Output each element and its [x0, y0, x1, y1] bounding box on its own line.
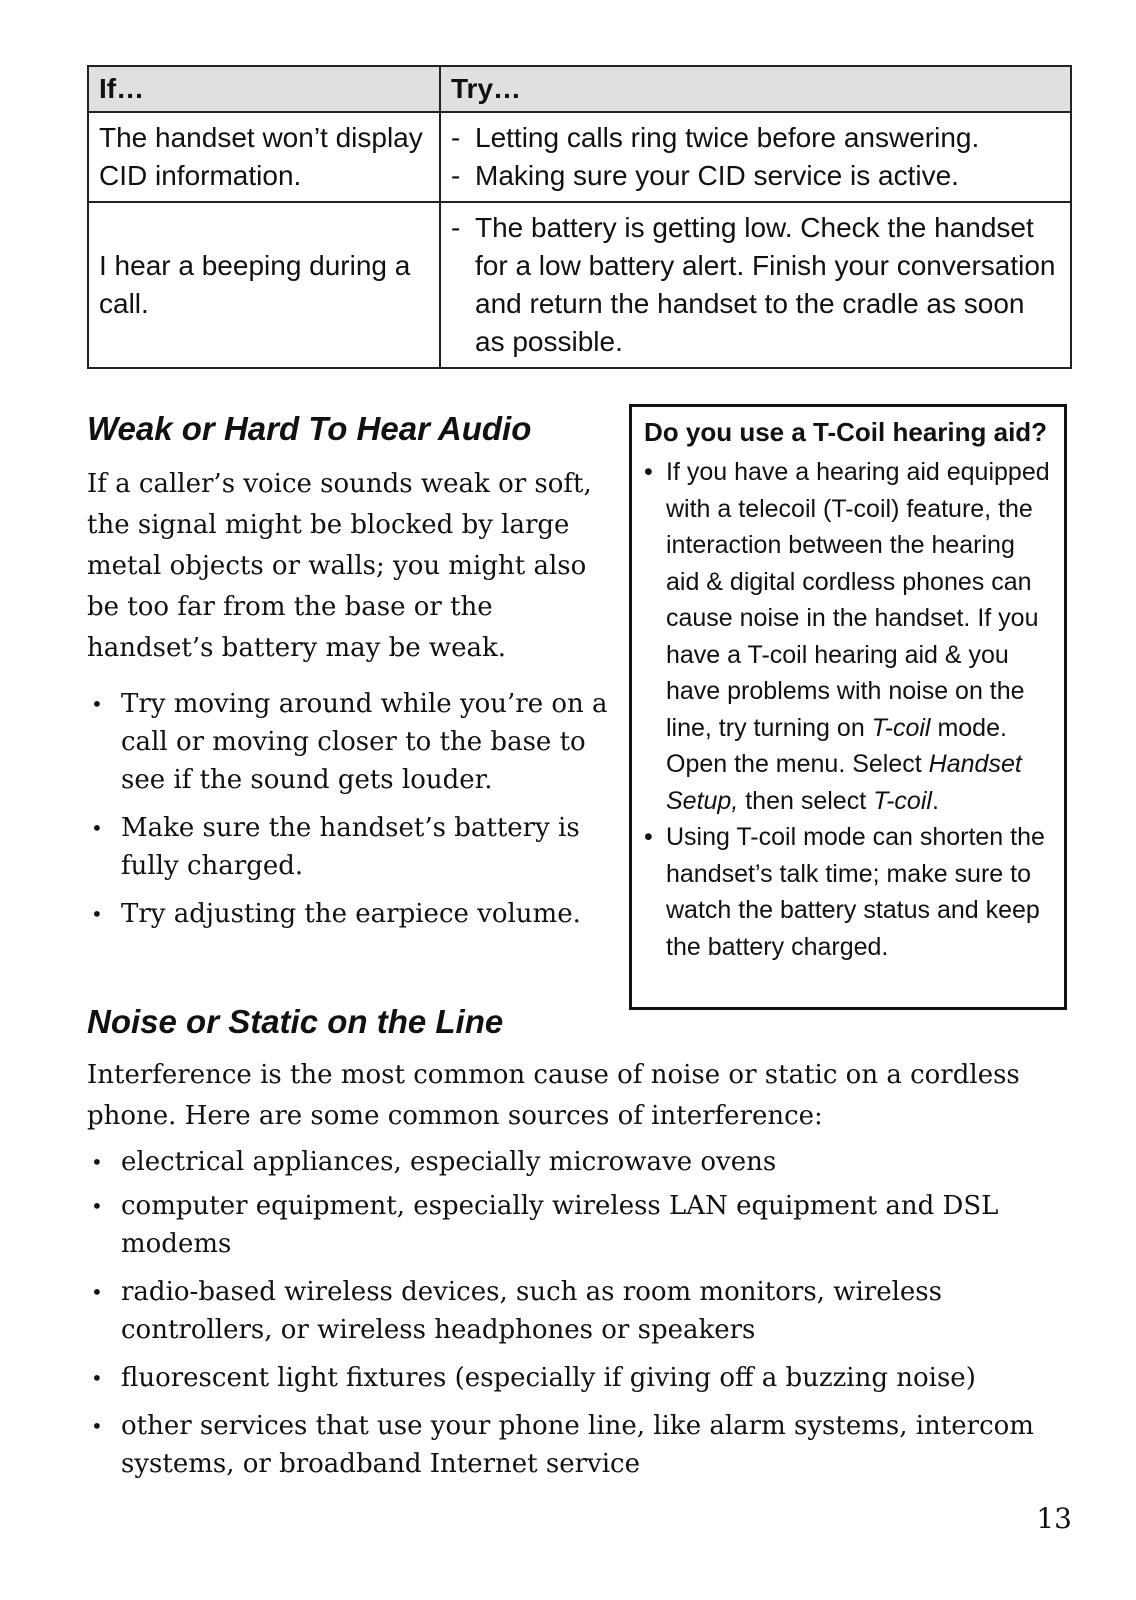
- if-column-header: If…: [88, 66, 440, 112]
- try-cell: [440, 202, 1071, 368]
- page-number: 13: [1036, 1502, 1072, 1535]
- table-row: [88, 112, 1071, 202]
- tcoil-bullets: [644, 454, 1052, 965]
- try-item: - Making sure your CID service is active.: [451, 157, 1060, 195]
- tcoil-bullet-text: then select: [745, 786, 867, 815]
- list-item: • Make sure the handset’s battery is fully charged.: [87, 809, 615, 885]
- period: .: [931, 786, 939, 815]
- weak-audio-intro: If a caller’s voice sounds weak or soft, the signal might be blocked by large metal objects or walls; you might also be too far from the base or the handset’s battery may be weak.: [87, 469, 592, 663]
- try-cell: [440, 112, 1071, 202]
- list-item: • radio-based wireless devices, such as room monitors, wireless controllers, or wireless headphones or speakers: [87, 1273, 1072, 1349]
- list-item: • Try adjusting the earpiece volume.: [87, 895, 615, 933]
- menu-item-name: Handset Setup,: [666, 750, 1022, 815]
- list-item: • computer equipment, especially wireless LAN equipment and DSL modems: [87, 1187, 1072, 1263]
- try-column-header: Try…: [440, 66, 1071, 112]
- try-list: [451, 209, 1060, 361]
- list-item: • electrical appliances, especially microwave ovens: [87, 1143, 1072, 1181]
- troubleshooting-table: [87, 65, 1072, 369]
- tcoil-info-box: [629, 404, 1067, 1010]
- list-item: • other services that use your phone line, like alarm systems, intercom systems, or broadband Internet service: [87, 1407, 1072, 1483]
- noise-intro: Interference is the most common cause of noise or static on a cordless phone. Here are some common sources of interference:: [87, 1060, 1020, 1131]
- tcoil-mode-name: T-coil: [871, 713, 931, 742]
- tcoil-box-heading: Do you use a T-Coil hearing aid?: [644, 417, 1048, 447]
- noise-bullets: [87, 1143, 1072, 1483]
- list-item: [644, 454, 1052, 819]
- if-cell: I hear a beeping during a call.: [88, 202, 440, 368]
- tcoil-bullet-text: mode. Open the menu. Select: [666, 713, 1007, 778]
- weak-audio-heading: Weak or Hard To Hear Audio: [87, 410, 532, 447]
- table-header-row: [88, 66, 1071, 112]
- if-cell: The handset won’t display CID information.: [88, 112, 440, 202]
- table-row: [88, 202, 1071, 368]
- try-item: - The battery is getting low. Check the handset for a low battery alert. Finish your conversation and return the handset to the cradle as soon as possible.: [451, 209, 1060, 361]
- tcoil-mode-name: T-coil: [873, 786, 932, 815]
- try-list: [451, 119, 1060, 195]
- noise-heading: Noise or Static on the Line: [87, 1003, 504, 1040]
- try-item: - Letting calls ring twice before answering.: [451, 119, 1060, 157]
- weak-audio-bullets: [87, 685, 615, 933]
- list-item: • Try moving around while you’re on a call or moving closer to the base to see if the sound gets louder.: [87, 685, 615, 799]
- list-item: • Using T-coil mode can shorten the handset’s talk time; make sure to watch the battery status and keep the battery charged.: [644, 819, 1052, 965]
- tcoil-bullet-text: If you have a hearing aid equipped with a telecoil (T-coil) feature, the interaction between the hearing aid & digital cordless phones can cause noise in the handset. If you have a T-coil hearing aid & you have problems with noise on the line, try turning on: [666, 458, 1050, 742]
- list-item: • fluorescent light fixtures (especially if giving off a buzzing noise): [87, 1359, 1072, 1397]
